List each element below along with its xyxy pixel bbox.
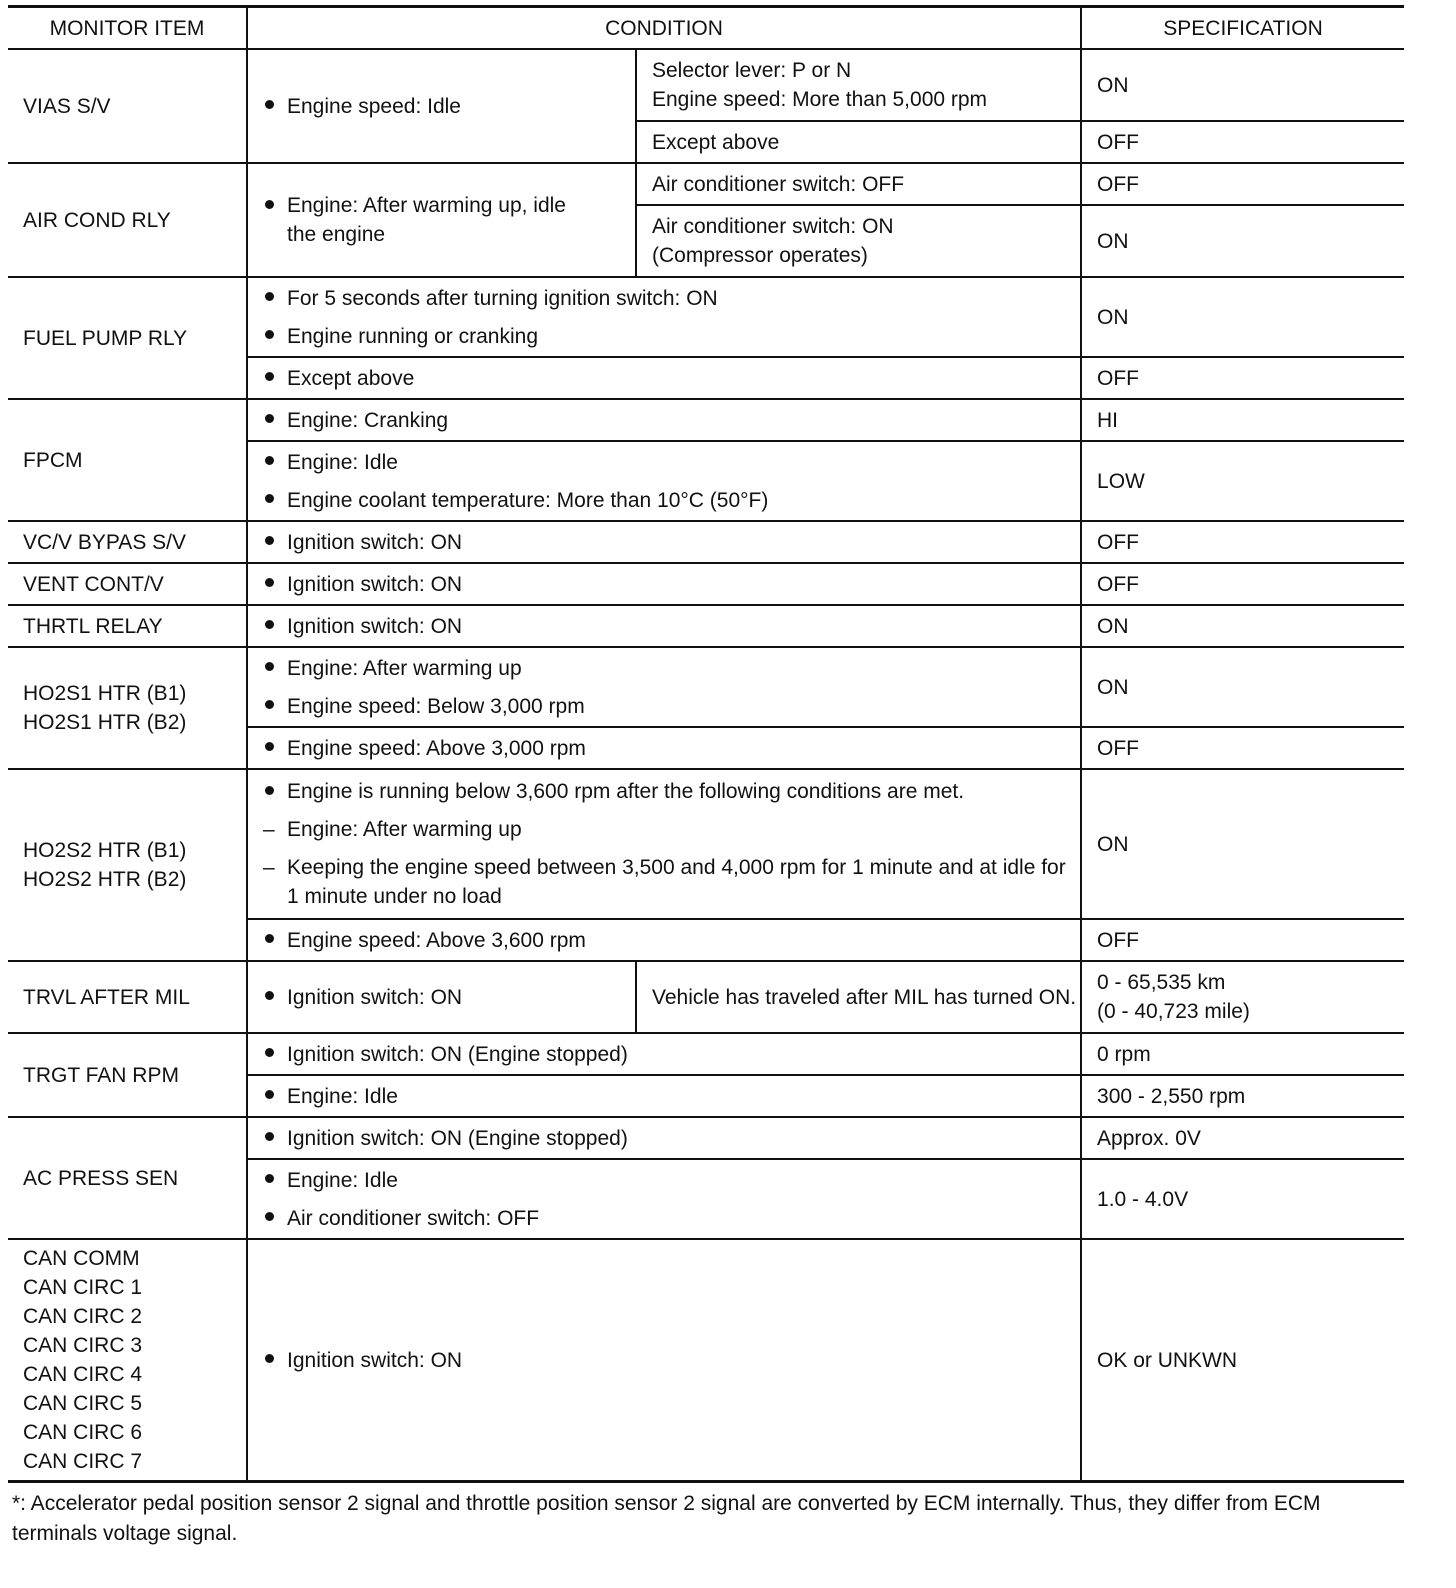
condition-cell: Engine: Idle Engine coolant temperature: More than 10°C (50°F) bbox=[247, 441, 1081, 521]
bullet-icon bbox=[263, 692, 287, 721]
bullet-icon bbox=[263, 1082, 287, 1111]
bullet-icon bbox=[263, 734, 287, 763]
monitor-item-cell: TRGT FAN RPM bbox=[8, 1033, 247, 1117]
condition-cell: For 5 seconds after turning ignition switch: ON Engine running or cranking bbox=[247, 277, 1081, 357]
table-row bbox=[8, 521, 1404, 563]
bullet-icon bbox=[263, 406, 287, 435]
condition-cell: Engine: Idle bbox=[247, 1075, 1081, 1117]
condition-cell: Ignition switch: ON bbox=[247, 961, 636, 1033]
monitor-table-page bbox=[8, 5, 1404, 1549]
table-row bbox=[8, 769, 1404, 919]
sub-condition-cell: Selector lever: P or N Engine speed: More than 5,000 rpm bbox=[636, 49, 1081, 121]
bullet-icon bbox=[263, 486, 287, 515]
dash-icon: – bbox=[263, 818, 275, 841]
sub-condition-cell: Air conditioner switch: OFF bbox=[636, 163, 1081, 205]
specification-cell: OFF bbox=[1081, 563, 1404, 605]
header-monitor-item: MONITOR ITEM bbox=[8, 7, 247, 50]
specification-cell: 1.0 - 4.0V bbox=[1081, 1159, 1404, 1239]
monitor-item-cell: VIAS S/V bbox=[8, 49, 247, 163]
specification-cell: Approx. 0V bbox=[1081, 1117, 1404, 1159]
header-row bbox=[8, 7, 1404, 50]
table-row bbox=[8, 49, 1404, 121]
condition-cell: Engine speed: Above 3,000 rpm bbox=[247, 727, 1081, 769]
bullet-icon bbox=[263, 322, 287, 351]
condition-cell: Engine speed: Idle bbox=[247, 49, 636, 163]
monitor-item-cell: CAN COMM CAN CIRC 1 CAN CIRC 2 CAN CIRC 3 CAN CIRC 4 CAN CIRC 5 CAN CIRC 6 CAN CIRC 7 bbox=[8, 1239, 247, 1482]
table-row bbox=[8, 163, 1404, 205]
specification-cell: OFF bbox=[1081, 163, 1404, 205]
condition-cell: Except above bbox=[247, 357, 1081, 399]
footnote: *: Accelerator pedal position sensor 2 signal and throttle position sensor 2 signal are converted by ECM internally. Thus, they differ from ECM terminals voltage signal. bbox=[12, 1492, 1321, 1545]
bullet-icon bbox=[263, 1166, 287, 1195]
bullet-icon bbox=[263, 983, 287, 1012]
bullet-icon bbox=[263, 1124, 287, 1153]
specification-cell: ON bbox=[1081, 769, 1404, 919]
specification-cell: ON bbox=[1081, 277, 1404, 357]
bullet-icon bbox=[263, 191, 287, 220]
condition-cell: Ignition switch: ON (Engine stopped) bbox=[247, 1117, 1081, 1159]
condition-cell: Ignition switch: ON bbox=[247, 1239, 1081, 1482]
table-row bbox=[8, 605, 1404, 647]
specification-cell: OFF bbox=[1081, 357, 1404, 399]
bullet-icon bbox=[263, 1204, 287, 1233]
condition-cell: Ignition switch: ON bbox=[247, 605, 1081, 647]
table-row bbox=[8, 277, 1404, 357]
condition-cell: Ignition switch: ON (Engine stopped) bbox=[247, 1033, 1081, 1075]
monitor-item-cell: VC/V BYPAS S/V bbox=[8, 521, 247, 563]
table-row bbox=[8, 1239, 1404, 1482]
header-specification: SPECIFICATION bbox=[1081, 7, 1404, 50]
sub-condition-cell: Air conditioner switch: ON (Compressor operates) bbox=[636, 205, 1081, 277]
bullet-icon bbox=[263, 612, 287, 641]
condition-cell: Engine: After warming up, idle the engine bbox=[247, 163, 636, 277]
specification-cell: OFF bbox=[1081, 919, 1404, 961]
bullet-icon bbox=[263, 364, 287, 393]
condition-cell: Engine is running below 3,600 rpm after the following conditions are met. – Engine: After warming up – Keeping the engine speed between 3,500 and 4,000 rpm for 1 minute and at idle for 1 minute under no load bbox=[247, 769, 1081, 919]
monitor-item-cell: THRTL RELAY bbox=[8, 605, 247, 647]
monitor-table bbox=[8, 5, 1404, 1483]
table-row bbox=[8, 399, 1404, 441]
table-row bbox=[8, 961, 1404, 1033]
bullet-icon bbox=[263, 528, 287, 557]
sub-condition-cell: Vehicle has traveled after MIL has turned ON. bbox=[636, 961, 1081, 1033]
sub-condition-cell: Except above bbox=[636, 121, 1081, 163]
monitor-item-cell: VENT CONT/V bbox=[8, 563, 247, 605]
bullet-icon bbox=[263, 1040, 287, 1069]
header-condition: CONDITION bbox=[247, 7, 1081, 50]
bullet-icon bbox=[263, 777, 287, 806]
condition-cell: Engine: Idle Air conditioner switch: OFF bbox=[247, 1159, 1081, 1239]
specification-cell: ON bbox=[1081, 49, 1404, 121]
bullet-icon bbox=[263, 570, 287, 599]
dash-icon: – bbox=[263, 856, 275, 879]
specification-cell: OK or UNKWN bbox=[1081, 1239, 1404, 1482]
table-row bbox=[8, 563, 1404, 605]
specification-cell: LOW bbox=[1081, 441, 1404, 521]
specification-cell: ON bbox=[1081, 605, 1404, 647]
specification-cell: OFF bbox=[1081, 727, 1404, 769]
specification-cell: ON bbox=[1081, 647, 1404, 727]
specification-cell: OFF bbox=[1081, 121, 1404, 163]
monitor-item-cell: FPCM bbox=[8, 399, 247, 521]
bullet-icon bbox=[263, 448, 287, 477]
bullet-icon bbox=[263, 92, 287, 121]
monitor-item-cell: FUEL PUMP RLY bbox=[8, 277, 247, 399]
specification-cell: OFF bbox=[1081, 521, 1404, 563]
specification-cell: 0 rpm bbox=[1081, 1033, 1404, 1075]
condition-cell: Ignition switch: ON bbox=[247, 563, 1081, 605]
condition-cell: Engine: After warming up Engine speed: Below 3,000 rpm bbox=[247, 647, 1081, 727]
condition-cell: Engine: Cranking bbox=[247, 399, 1081, 441]
condition-cell: Ignition switch: ON bbox=[247, 521, 1081, 563]
bullet-icon bbox=[263, 654, 287, 683]
specification-cell: 300 - 2,550 rpm bbox=[1081, 1075, 1404, 1117]
bullet-icon bbox=[263, 926, 287, 955]
table-row bbox=[8, 1033, 1404, 1075]
specification-cell: ON bbox=[1081, 205, 1404, 277]
table-row bbox=[8, 1117, 1404, 1159]
monitor-item-cell: AIR COND RLY bbox=[8, 163, 247, 277]
condition-cell: Engine speed: Above 3,600 rpm bbox=[247, 919, 1081, 961]
specification-cell: HI bbox=[1081, 399, 1404, 441]
bullet-icon bbox=[263, 284, 287, 313]
monitor-item-cell: AC PRESS SEN bbox=[8, 1117, 247, 1239]
monitor-item-cell: HO2S2 HTR (B1) HO2S2 HTR (B2) bbox=[8, 769, 247, 961]
table-row bbox=[8, 647, 1404, 727]
specification-cell: 0 - 65,535 km (0 - 40,723 mile) bbox=[1081, 961, 1404, 1033]
monitor-item-cell: HO2S1 HTR (B1) HO2S1 HTR (B2) bbox=[8, 647, 247, 769]
bullet-icon bbox=[263, 1346, 287, 1375]
monitor-item-cell: TRVL AFTER MIL bbox=[8, 961, 247, 1033]
